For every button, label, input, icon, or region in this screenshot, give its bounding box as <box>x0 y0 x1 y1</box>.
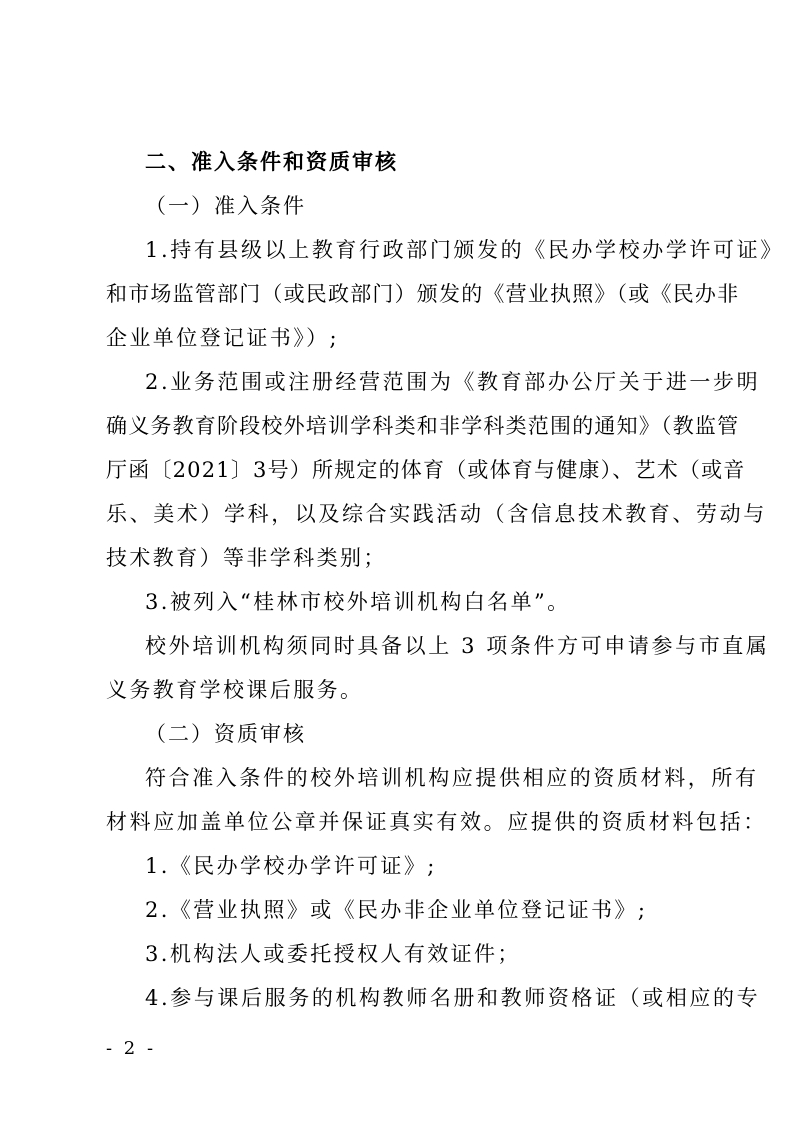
paragraph-line: 材料应加盖单位公章并保证真实有效。应提供的资质材料包括： <box>106 810 767 834</box>
paragraph-line: 校外培训机构须同时具备以上 3 项条件方可申请参与市直属 <box>145 634 770 658</box>
paragraph-line: 厅函〔2021〕3号）所规定的体育（或体育与健康）、艺术（或音 <box>106 458 746 482</box>
paragraph-line: 1.持有县级以上教育行政部门颁发的《民办学校办学许可证》 <box>145 238 784 262</box>
paragraph-line: 义务教育学校课后服务。 <box>106 678 364 702</box>
subsection-title-qualification-review: （二）资质审核 <box>145 722 306 746</box>
paragraph-line: 企业单位登记证书》）; <box>106 326 339 350</box>
page-number: - 2 - <box>106 1038 157 1059</box>
subsection-title-admission-conditions: （一）准入条件 <box>145 194 306 218</box>
list-item: 4.参与课后服务的机构教师名册和教师资格证（或相应的专 <box>145 986 761 1010</box>
section-heading: 二、准入条件和资质审核 <box>145 150 398 174</box>
paragraph-line: 和市场监管部门（或民政部门）颁发的《营业执照》（或《民办非 <box>106 282 740 306</box>
paragraph-line: 确义务教育阶段校外培训学科类和非学科类范围的通知》（教监管 <box>106 414 740 438</box>
paragraph-line: 乐、美术）学科，以及综合实践活动（含信息技术教育、劳动与 <box>106 502 767 526</box>
list-item: 1.《民办学校办学许可证》; <box>145 854 437 878</box>
paragraph-line: 3.被列入“桂林市校外培训机构白名单”。 <box>145 590 571 614</box>
paragraph-line: 2.业务范围或注册经营范围为《教育部办公厅关于进一步明 <box>145 370 761 394</box>
paragraph-line: 符合准入条件的校外培训机构应提供相应的资质材料，所有 <box>145 766 759 790</box>
list-item: 3.机构法人或委托授权人有效证件； <box>145 942 521 966</box>
list-item: 2.《营业执照》或《民办非企业单位登记证书》; <box>145 898 648 922</box>
paragraph-line: 技术教育）等非学科类别； <box>106 546 387 570</box>
